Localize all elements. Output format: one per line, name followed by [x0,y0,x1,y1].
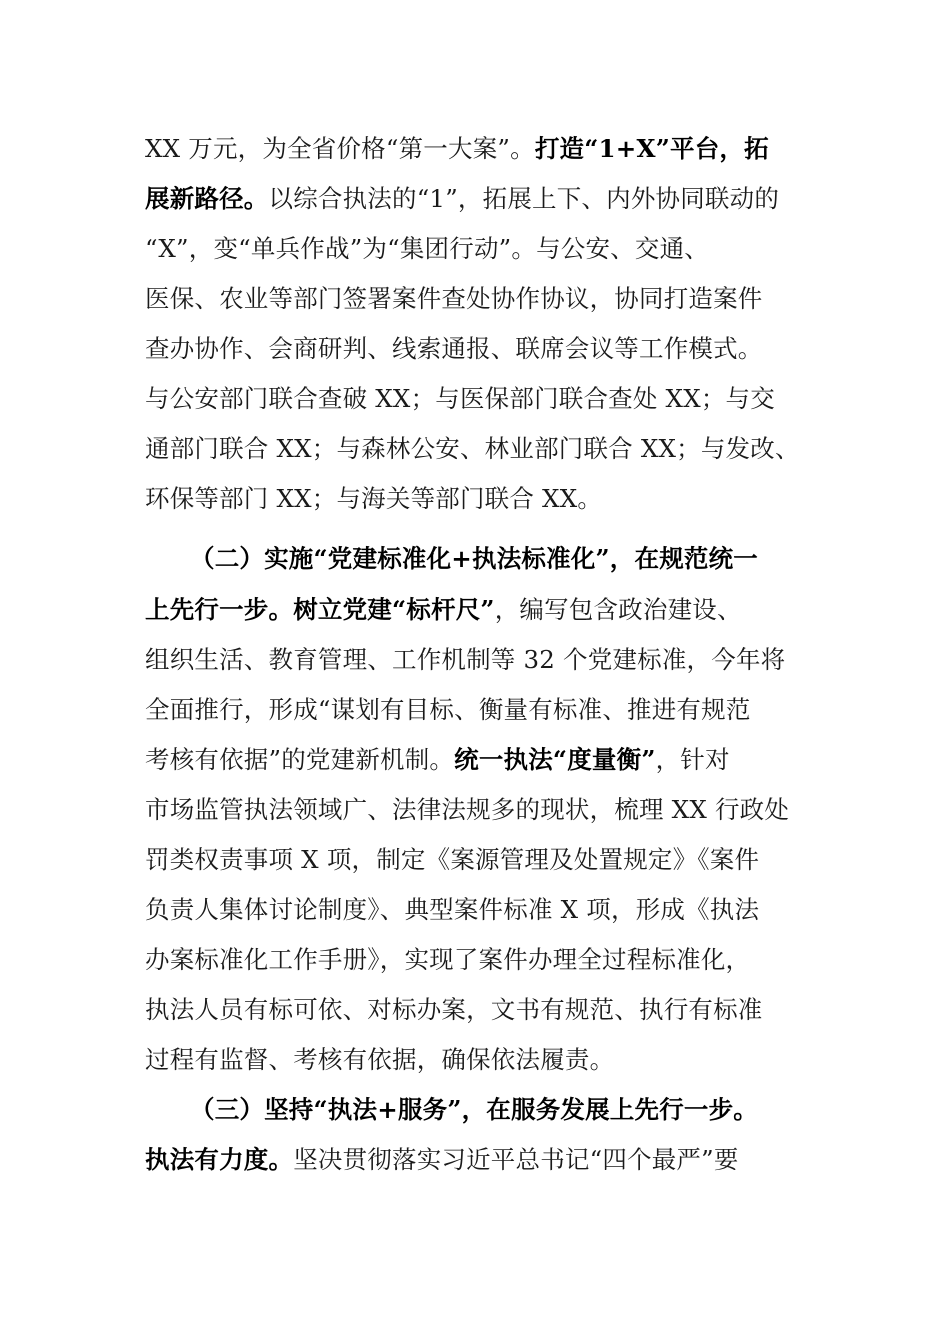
text-line-6 [145,383,775,415]
text-line-15 [145,844,759,876]
text-run: 通部门联合 XX；与森林公安、林业部门联合 XX；与发改、 [145,434,800,463]
text-line-5 [145,333,763,365]
text-run: 市场监管执法领域广、法律法规多的现状，梳理 XX 行政处 [145,795,790,824]
text-line-18 [145,994,763,1026]
text-run: “X”，变“单兵作战”为“集团行动”。与公安、交通、 [145,234,709,263]
bold-text-run: 展新路径。 [145,184,269,213]
text-run: 医保、农业等部门签署案件查处协作协议，协同打造案件 [145,284,763,313]
text-line-10 [145,594,742,626]
text-run: 执法人员有标可依、对标办案，文书有规范、执行有标准 [145,995,763,1024]
text-line-17 [145,944,750,976]
text-run: 与公安部门联合查破 XX；与医保部门联合查处 XX；与交 [145,384,775,413]
bold-text-run: 执法有力度。 [145,1145,294,1174]
text-run: 查办协作、会商研判、线索通报、联席会议等工作模式。 [145,334,763,363]
section-heading-3 [190,1094,758,1126]
bold-text-run: 统一执法“度量衡” [454,745,656,774]
text-line-13 [145,744,730,776]
bold-text-run: （三）坚持“执法+服务”，在服务发展上先行一步。 [190,1095,759,1124]
text-run: 组织生活、教育管理、工作机制等 32 个党建标准，今年将 [145,645,786,674]
text-line-11 [145,644,785,676]
text-line-8 [145,483,602,515]
text-line-3 [145,233,709,265]
bold-text-run: 上先行一步。 [145,595,294,624]
text-run: 办案标准化工作手册》，实现了案件办理全过程标准化， [145,945,751,974]
text-run: 坚决贯彻落实习近平总书记“四个最严”要 [293,1145,739,1174]
bold-text-run: （二）实施“党建标准化+执法标准化”，在规范统一 [190,544,759,573]
text-run: XX 万元，为全省价格“第一大案”。 [145,134,535,163]
text-run: 环保等部门 XX；与海关等部门联合 XX。 [145,484,603,513]
text-line-19 [145,1044,614,1076]
text-line-7 [145,433,800,465]
text-line-2 [145,183,779,215]
text-line-14 [145,794,789,826]
text-line-4 [145,283,763,315]
text-run: 负责人集体讨论制度》、典型案件标准 X 项，形成《执法 [145,895,760,924]
text-run: 全面推行，形成“谋划有目标、衡量有标准、推进有规范 [145,695,751,724]
text-run: 过程有监督、考核有依据，确保依法履责。 [145,1045,615,1074]
text-line-21 [145,1144,739,1176]
text-run: 考核有依据”的党建新机制。 [145,745,455,774]
bold-text-run: 打造“1+X”平台，拓 [534,134,769,163]
text-run: ，编写包含政治建设、 [494,595,742,624]
bold-text-run: 树立党建“标杆尺” [293,595,495,624]
text-line-12 [145,694,751,726]
text-run: 罚类权责事项 X 项，制定《案源管理及处置规定》《案件 [145,845,760,874]
text-line-1 [145,133,769,165]
text-run: ，针对 [655,745,730,774]
text-run: 以综合执法的“1”，拓展上下、内外协同联动的 [268,184,780,213]
section-heading-2 [190,543,758,575]
text-line-16 [145,894,759,926]
